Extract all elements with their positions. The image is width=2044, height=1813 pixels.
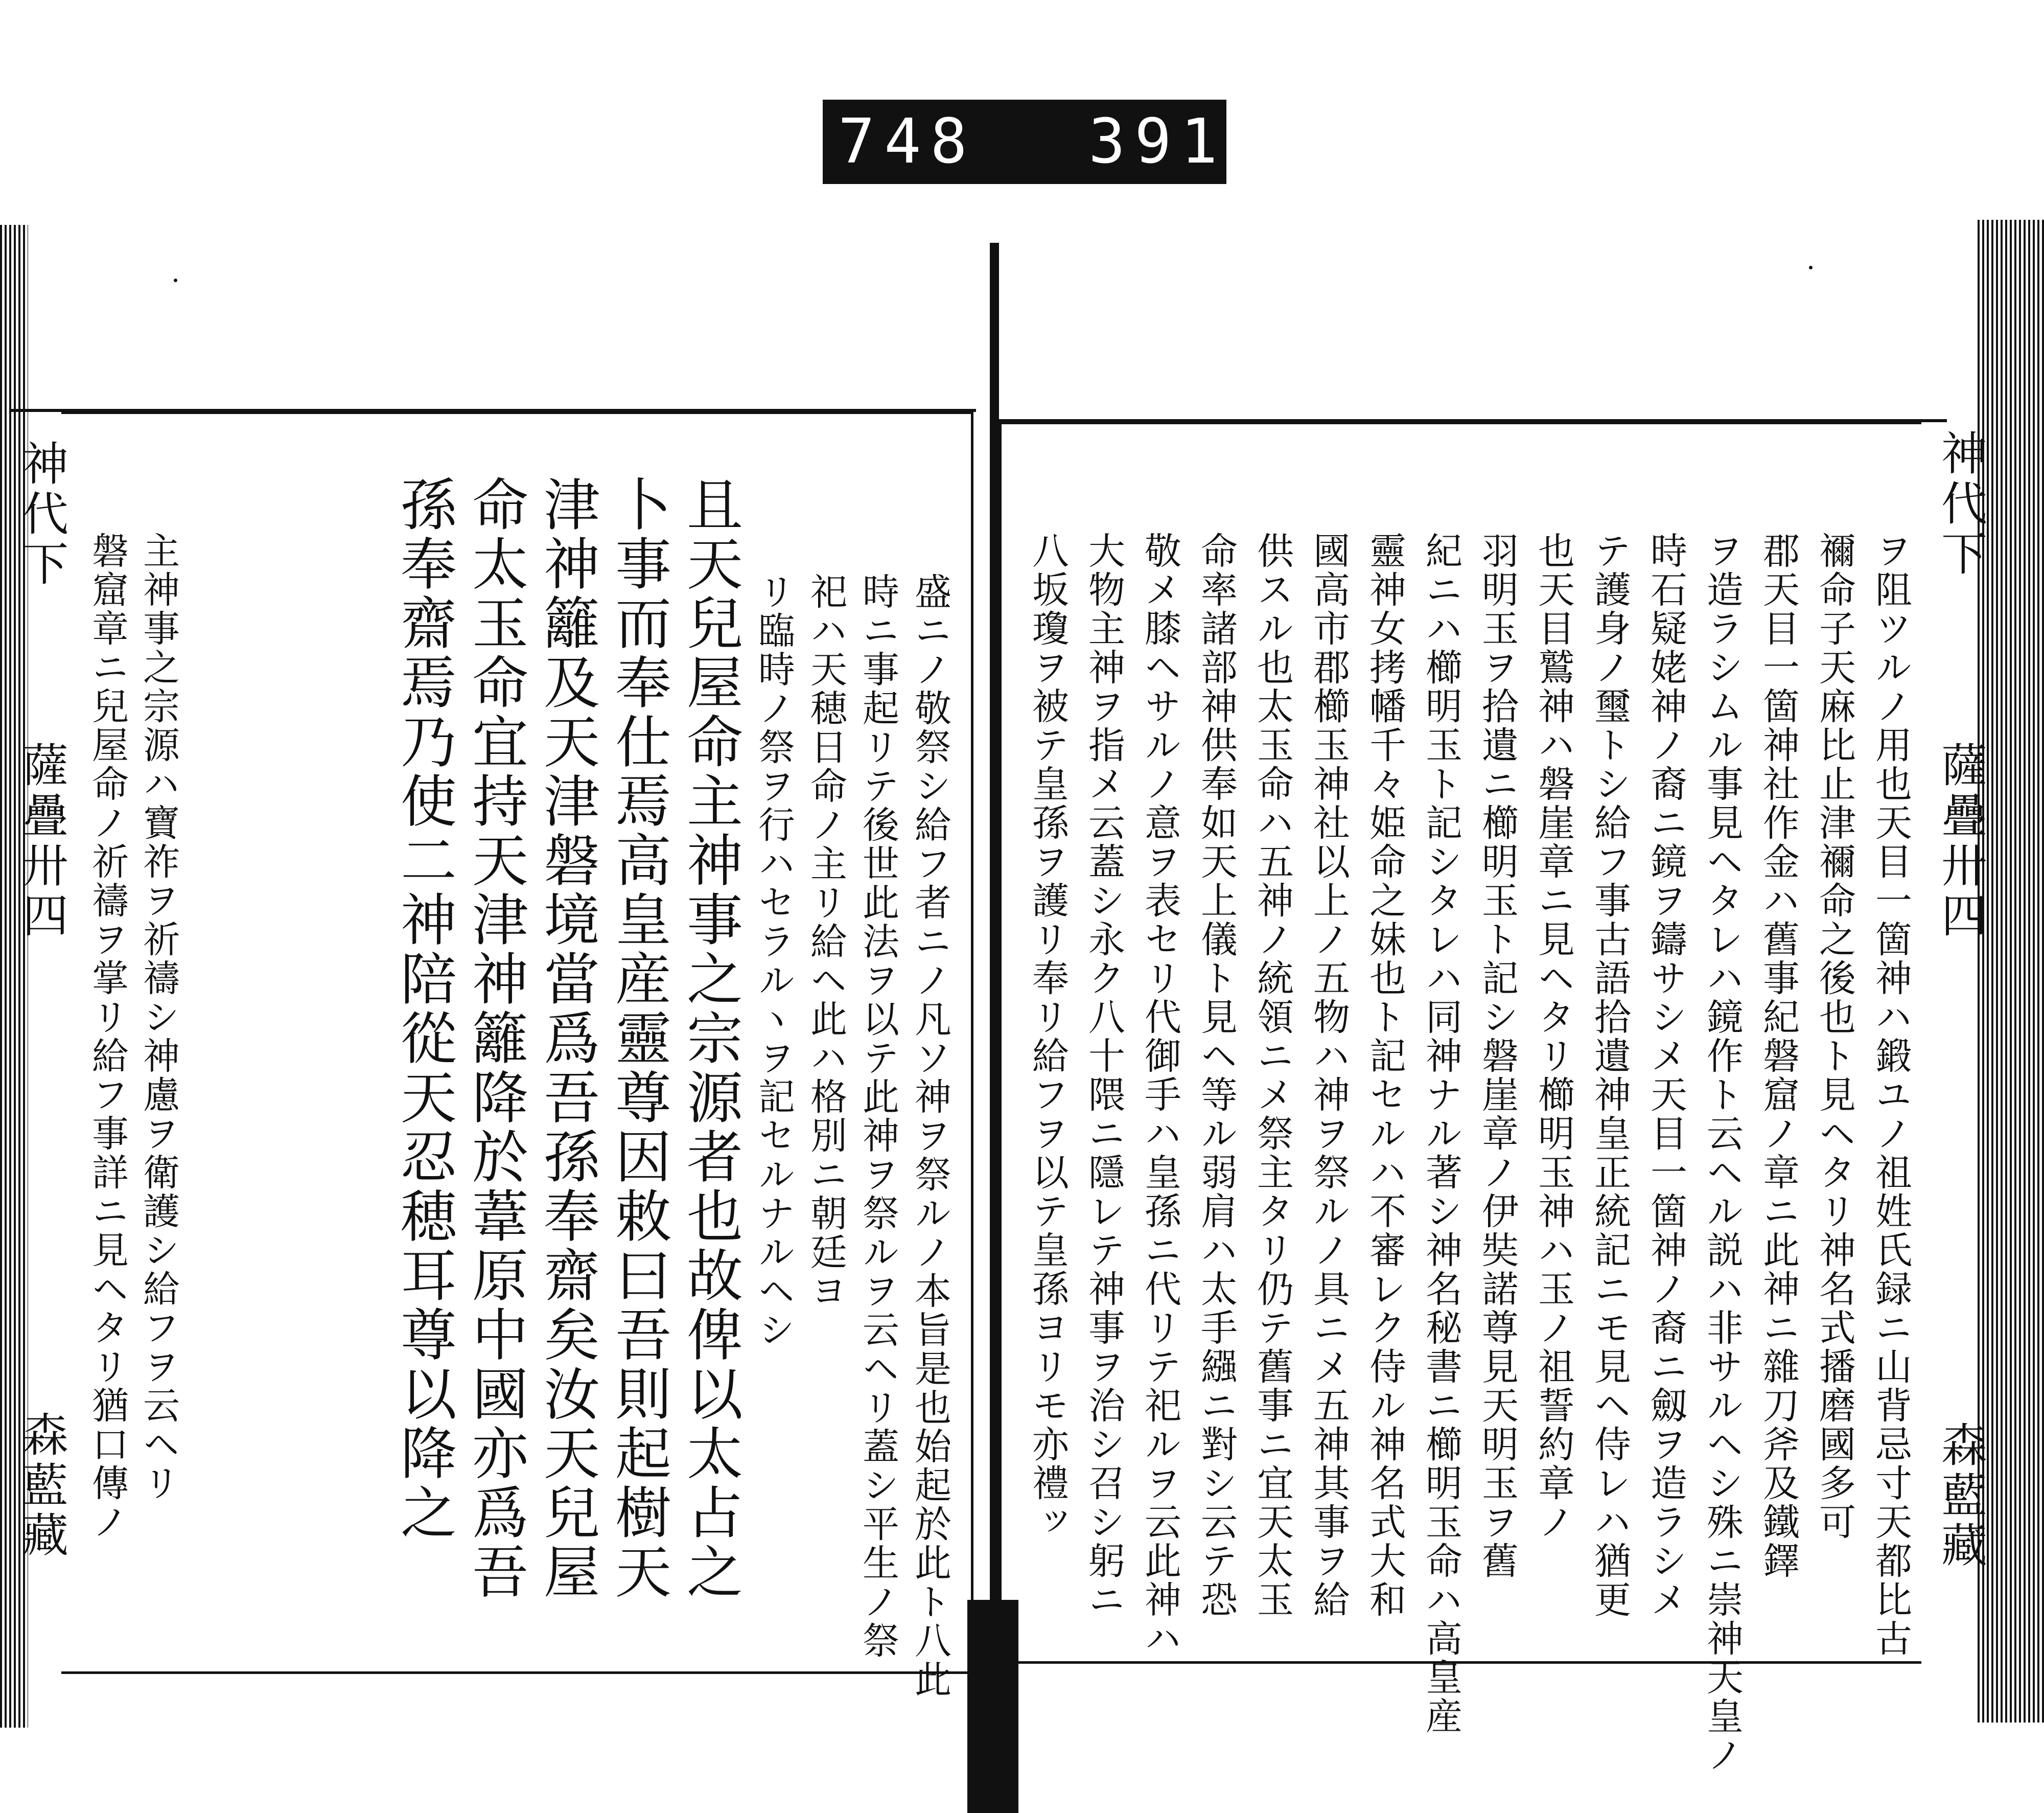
commentary-column: 主神事之宗源ハ寶祚ヲ祈禱シ神慮ヲ衛護シ給フヲ云ヘリ bbox=[137, 532, 180, 1503]
text-column: 敬メ膝ヘサルノ意ヲ表セリ代御手ハ皇孫ニ代リテ祀ルヲ云此神ハ bbox=[1139, 532, 1181, 1658]
main-text-column: 津神籬及天津磐境當爲吾孫奉齋矣汝天兒屋 bbox=[535, 475, 600, 1602]
main-text-column: 孫奉齋焉乃使二神陪從天忍穂耳尊以降之 bbox=[391, 475, 457, 1543]
commentary-column: 磐窟章ニ兒屋命ノ祈禱ヲ掌リ給フ事詳ニ見ヘタリ猶口傳ノ bbox=[86, 532, 129, 1542]
text-column: 時石疑姥神ノ裔ニ鏡ヲ鑄サシメ天目一箇神ノ裔ニ劔ヲ造ラシメ bbox=[1644, 532, 1687, 1619]
catalog-number-right: 391 bbox=[1088, 106, 1227, 177]
right-page-header-sub: 薩疊卅四 bbox=[1933, 741, 1987, 942]
main-text-column: 且天兒屋命主神事之宗源者也故俾以太占之 bbox=[678, 475, 743, 1602]
text-column: 羽明玉ヲ拾遺ニ櫛明玉ト記シ磐崖章ノ伊奘諾尊見天明玉ヲ舊 bbox=[1476, 532, 1519, 1580]
catalog-label bbox=[823, 100, 1226, 184]
speck bbox=[1809, 266, 1813, 269]
left-page-header-footer: 森藍藏 bbox=[14, 1411, 68, 1561]
right-page-header-title: 神代下 bbox=[1933, 429, 1987, 580]
text-column: 八坂瓊ヲ被テ皇孫ヲ護リ奉リ給フヲ以テ皇孫ヨリモ亦禮ッ bbox=[1026, 532, 1069, 1542]
commentary-column: 時ニ事起リテ後世此法ヲ以テ此神ヲ祭ルヲ云ヘリ蓋シ平生ノ祭 bbox=[856, 572, 899, 1660]
text-column: 禰命子天麻比止津禰命之後也ト見ヘタリ神名式播磨國多可 bbox=[1813, 532, 1856, 1542]
text-column: 國高市郡櫛玉神社以上ノ五物ハ神ヲ祭ルノ具ニメ五神其事ヲ給 bbox=[1307, 532, 1350, 1619]
text-column: 供スル也太玉命ハ五神ノ統領ニメ祭主タリ仍テ舊事ニ宜天太玉 bbox=[1251, 532, 1294, 1619]
commentary-column: 盛ニノ敬祭シ給フ者ニノ凡ソ神ヲ祭ルノ本旨是也始起於此ト八此 bbox=[909, 572, 951, 1699]
main-text-column: 卜事而奉仕焉高皇産靈尊因敕曰吾則起樹天 bbox=[606, 475, 671, 1602]
text-column: 郡天目一箇神社作金ハ舊事紀磐窟ノ章ニ此神ニ雜刀斧及鐵鐸 bbox=[1757, 532, 1800, 1580]
commentary-column: 祀ハ天穂日命ノ主リ給ヘ此ハ格別ニ朝廷ヨ bbox=[804, 572, 847, 1311]
text-column: 命率諸部神供奉如天上儀ト見ヘ等ル弱肩ハ太手繦ニ對シ云テ恐 bbox=[1195, 532, 1238, 1619]
text-column: 也天目鷲神ハ磐崖章ニ見ヘタリ櫛明玉神ハ玉ノ祖誓約章ノ bbox=[1532, 532, 1575, 1542]
text-column: テ護身ノ璽トシ給フ事古語拾遺神皇正統記ニモ見ヘ侍レハ猶更 bbox=[1588, 532, 1631, 1619]
text-column: ヲ阻ツルノ用也天目一箇神ハ鍛ユノ祖姓氏録ニ山背忌寸天都比古 bbox=[1869, 532, 1912, 1658]
text-column: ヲ造ラシムル事見ヘタレハ鏡作ト云ヘル説ハ非サルヘシ殊ニ崇神天皇ノ bbox=[1701, 532, 1744, 1775]
main-text-column: 命太玉命宜持天津神籬降於葦原中國亦爲吾 bbox=[463, 475, 528, 1602]
text-column: 靈神女拷幡千々姫命之妹也ト記セルハ不審レク侍ル神名式大和 bbox=[1363, 532, 1406, 1619]
left-page-header-title: 神代下 bbox=[14, 440, 68, 590]
center-binding bbox=[990, 243, 999, 1689]
speck bbox=[174, 279, 177, 282]
text-column: 大物主神ヲ指メ云蓋シ永ク八十隈ニ隱レテ神事ヲ治シ召シ躬ニ bbox=[1082, 532, 1125, 1619]
commentary-column: リ臨時ノ祭ヲ行ハセラルヽヲ記セルナルヘシ bbox=[752, 572, 795, 1349]
text-column: 紀ニハ櫛明玉ト記シタレハ同神ナル著シ神名秘書ニ櫛明玉命ハ高皇産 bbox=[1420, 532, 1462, 1736]
catalog-number-left: 748 bbox=[838, 106, 977, 177]
left-page-header-sub: 薩疊卅四 bbox=[14, 741, 68, 942]
right-page-header-footer: 森藍藏 bbox=[1933, 1421, 1987, 1571]
